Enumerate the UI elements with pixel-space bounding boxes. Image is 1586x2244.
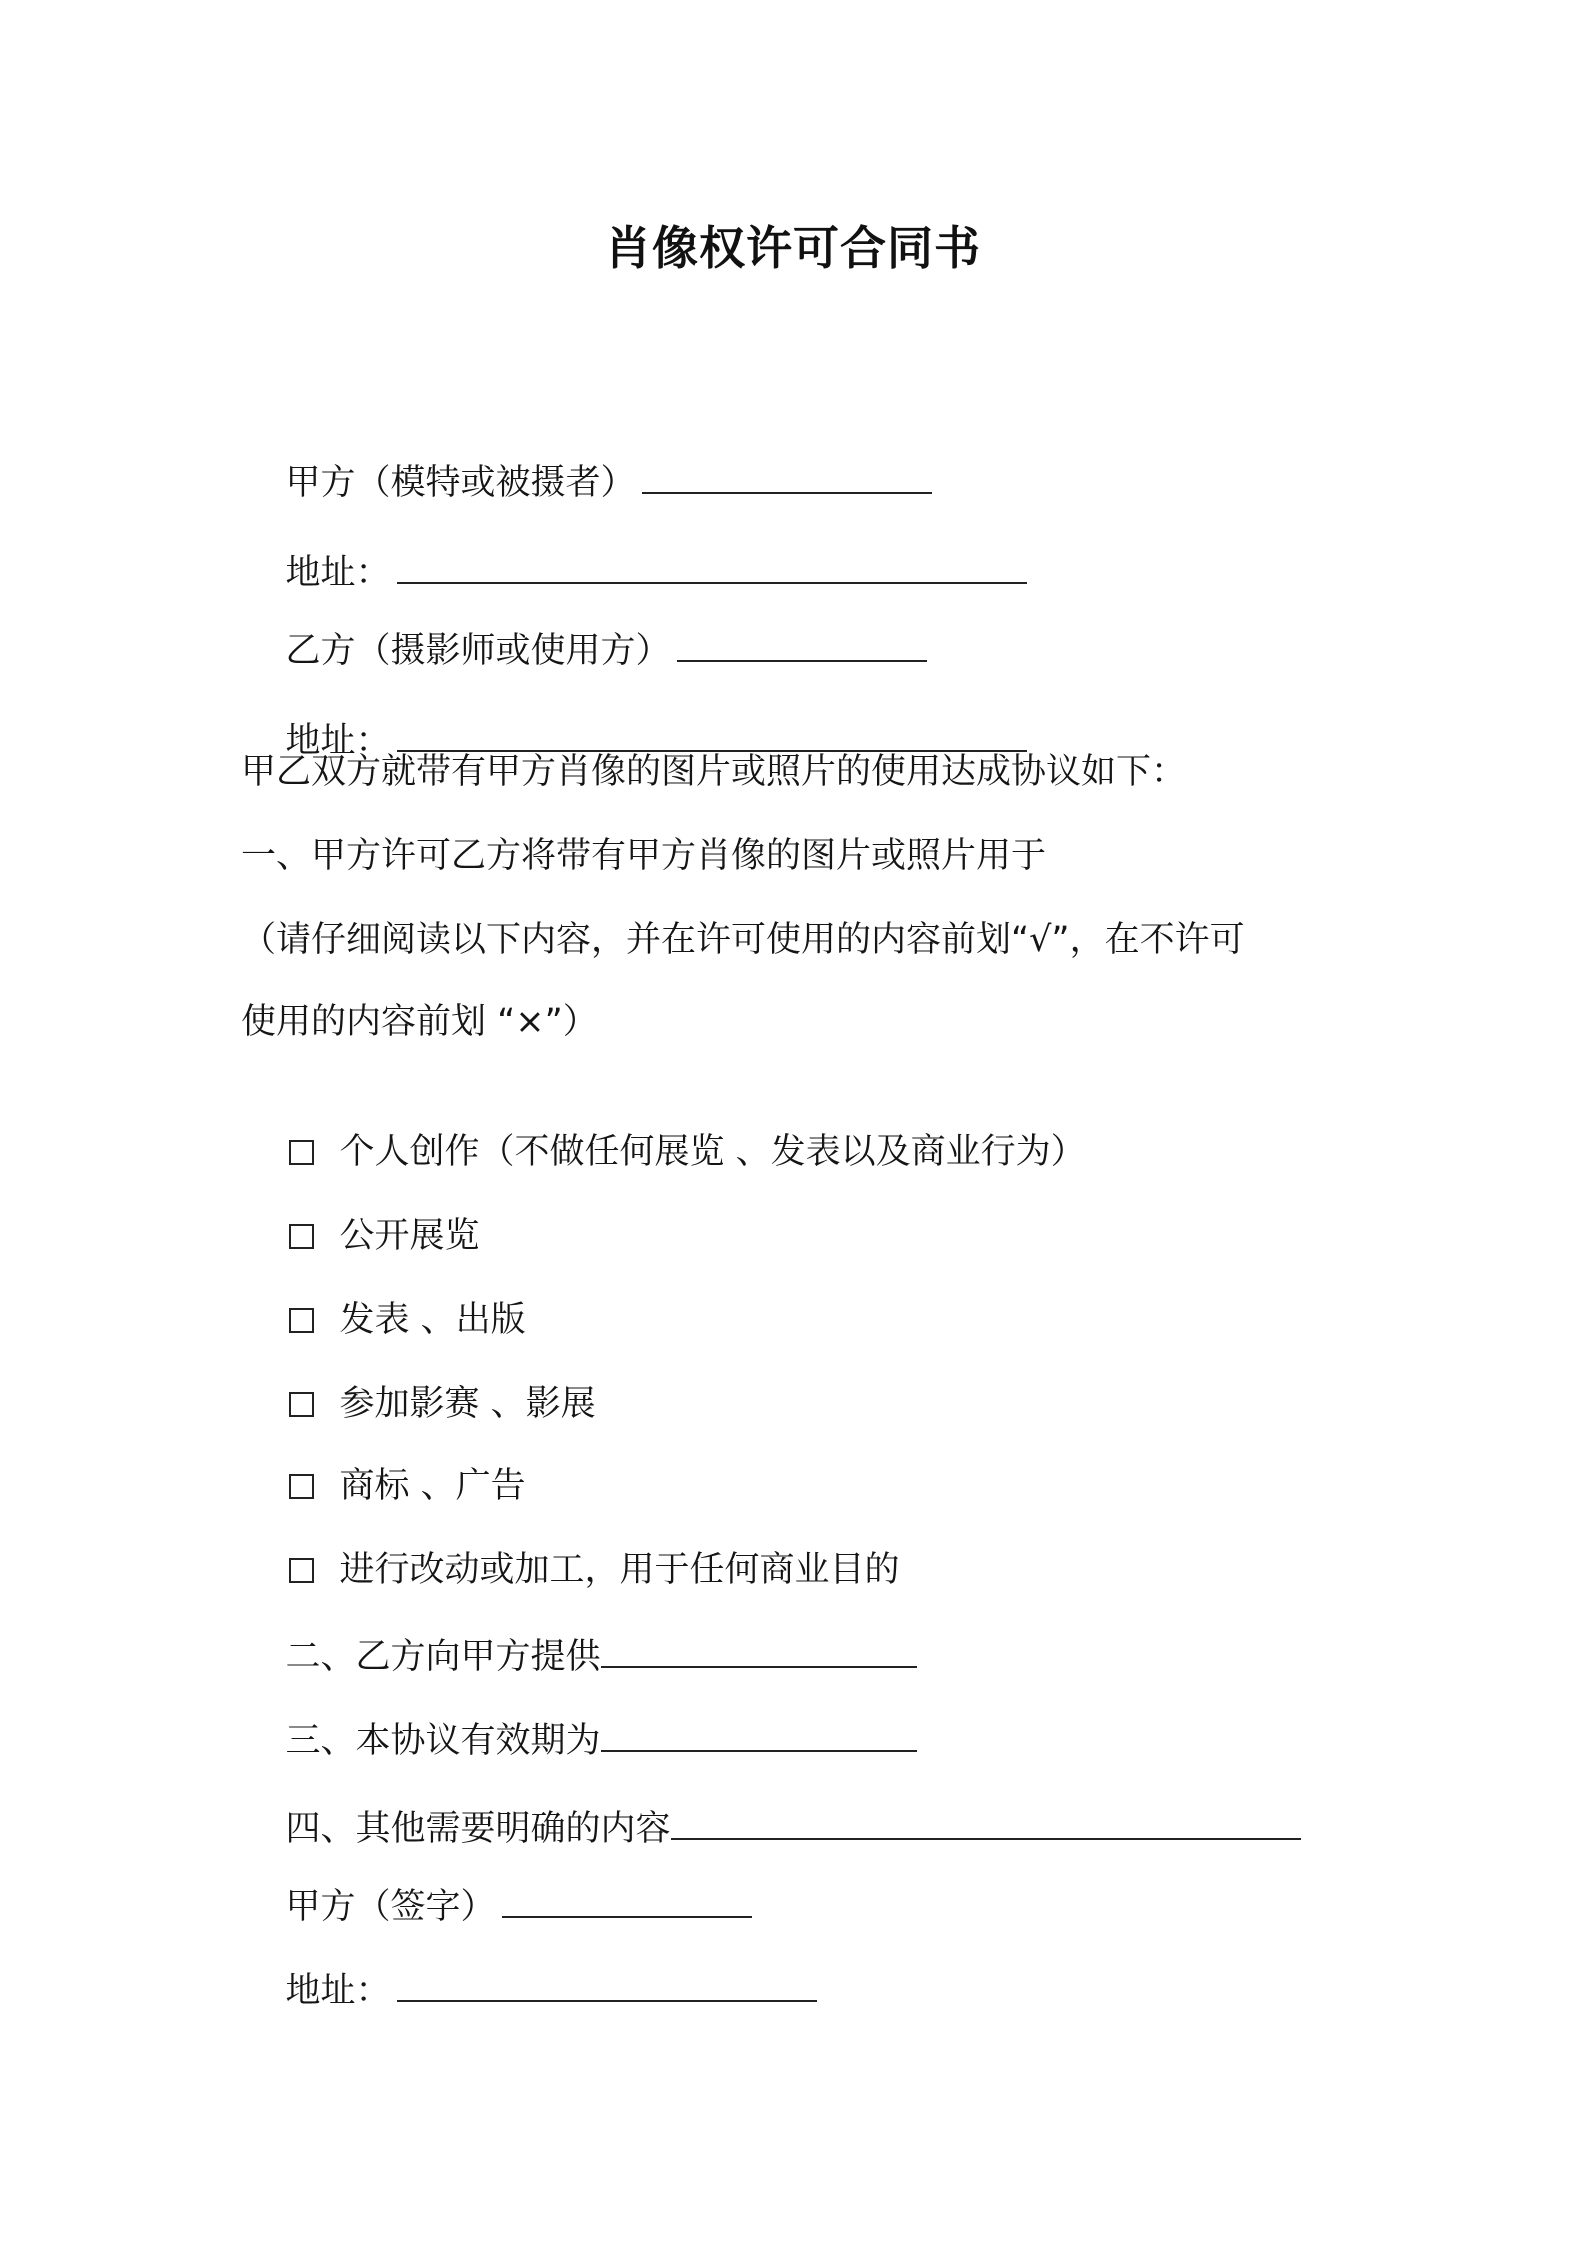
party-a-blank[interactable] [642, 458, 932, 494]
instruction-line-1: （请仔细阅读以下内容，并在许可使用的内容前划“√”，在不许可 [241, 920, 1245, 960]
clause-2-blank[interactable] [601, 1632, 917, 1668]
option-label: 个人创作（不做任何展览 、发表以及商业行为） [339, 1132, 1086, 1172]
party-b-address-label: 地址： [285, 721, 391, 761]
option-checkbox[interactable] [289, 1224, 314, 1249]
option-checkbox[interactable] [289, 1308, 314, 1333]
intro-paragraph: 甲乙双方就带有甲方肖像的图片或照片的使用达成协议如下： [241, 752, 1187, 792]
clause-4-blank[interactable] [671, 1804, 1301, 1840]
option-label: 商标 、广告 [339, 1466, 526, 1506]
option-label: 发表 、出版 [339, 1300, 526, 1340]
signature-address-line [241, 1922, 817, 2057]
clause-4-label: 四、其他需要明确的内容 [285, 1809, 671, 1849]
document-title: 肖像权许可合同书 [605, 221, 981, 275]
signature-a-blank[interactable] [502, 1882, 752, 1918]
clause-1: 一、甲方许可乙方将带有甲方肖像的图片或照片用于 [241, 836, 1047, 876]
option-checkbox[interactable] [289, 1392, 314, 1417]
signature-address-label: 地址： [285, 1971, 391, 2011]
option-checkbox[interactable] [289, 1474, 314, 1499]
signature-a-label: 甲方（签字） [285, 1887, 496, 1927]
option-label: 进行改动或加工，用于任何商业目的 [339, 1550, 900, 1590]
clause-3-label: 三、本协议有效期为 [285, 1721, 601, 1761]
option-checkbox[interactable] [289, 1558, 314, 1583]
instruction-line-2: 使用的内容前划 “×”） [241, 1002, 598, 1042]
party-b-blank[interactable] [677, 626, 927, 662]
clause-3-blank[interactable] [601, 1716, 917, 1752]
party-a-address-label: 地址： [285, 553, 391, 593]
option-label: 公开展览 [339, 1216, 480, 1256]
party-a-label: 甲方（模特或被摄者） [285, 463, 636, 503]
party-b-label: 乙方（摄影师或使用方） [285, 631, 671, 671]
party-b-address-blank[interactable] [397, 716, 1027, 752]
party-a-address-blank[interactable] [397, 548, 1027, 584]
option-label: 参加影赛 、影展 [339, 1384, 596, 1424]
signature-address-blank[interactable] [397, 1966, 817, 2002]
option-checkbox[interactable] [289, 1140, 314, 1165]
clause-2-label: 二、乙方向甲方提供 [285, 1637, 601, 1677]
